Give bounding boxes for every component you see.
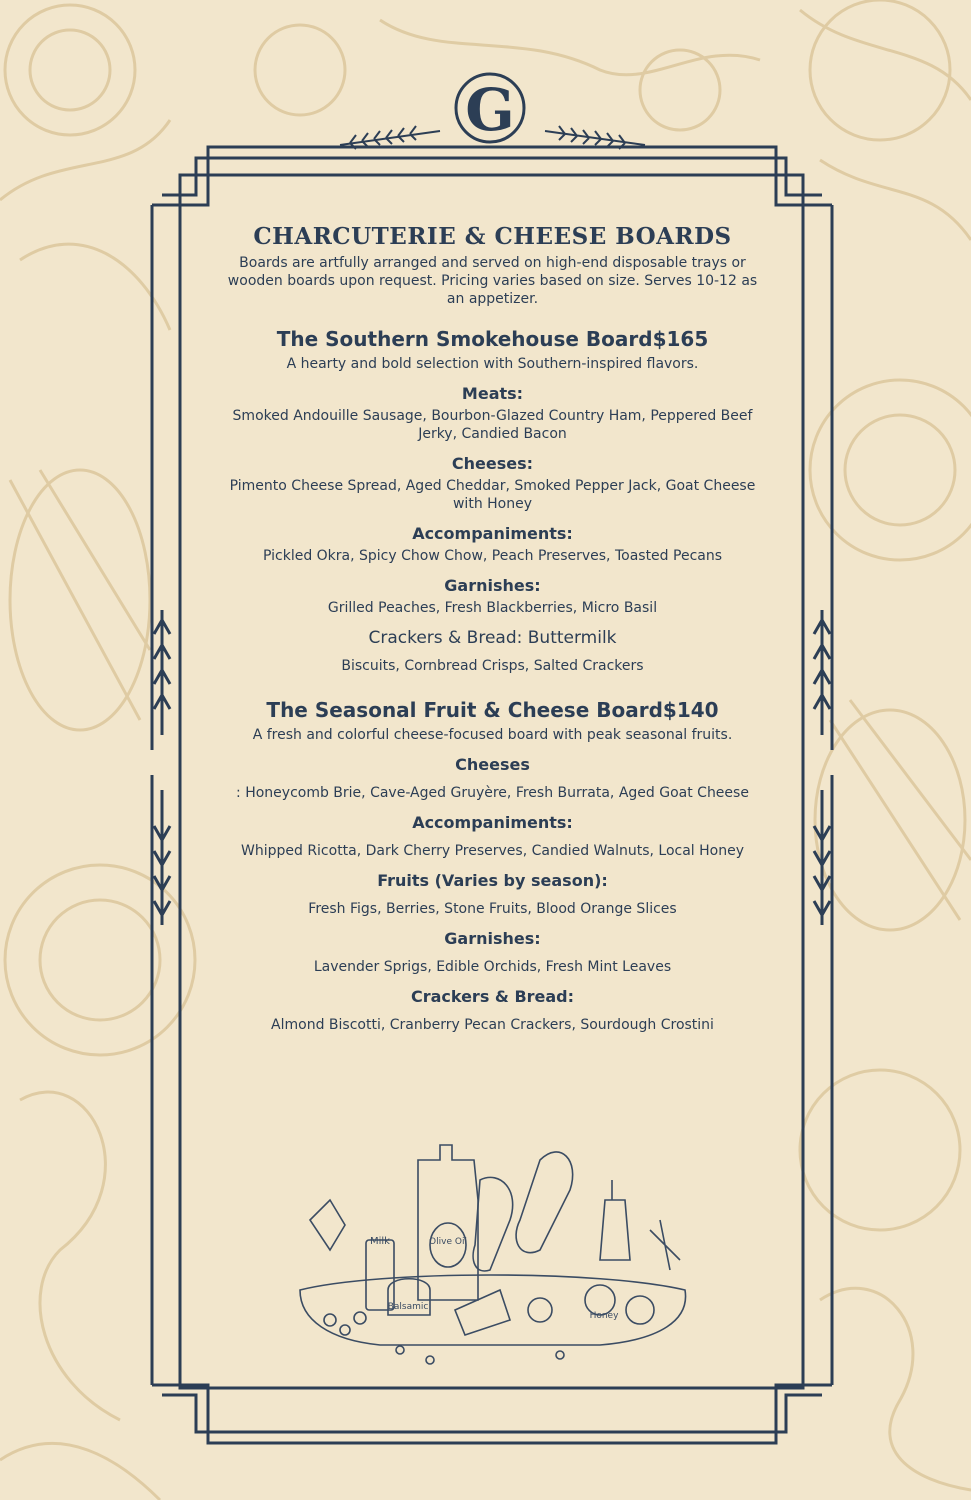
svg-text:Olive Oil: Olive Oil [429, 1237, 467, 1247]
section-heading-meats: Meats: [461, 384, 524, 403]
board-description: A hearty and bold selection with Southern-inspired flavors. [286, 356, 699, 372]
section-heading-fruits: Fruits (Varies by season): [377, 871, 608, 890]
section-heading-accompaniments: Accompaniments: [412, 524, 573, 543]
section-items-garnishes: Lavender Sprigs, Edible Orchids, Fresh Mint Leaves [313, 959, 672, 975]
wine-bottle [600, 1180, 630, 1260]
board-title: The Seasonal Fruit & Cheese Board$140 [266, 698, 719, 722]
section-heading-cheeses: Cheeses: [451, 454, 534, 473]
section-items-fruits: Fresh Figs, Berries, Stone Fruits, Blood Orange Slices [308, 901, 677, 917]
section-heading-crackers-bread: Crackers & Bread: [410, 987, 575, 1006]
svg-text:G: G [465, 76, 515, 144]
section-items-accompaniments: Whipped Ricotta, Dark Cherry Preserves, Candied Walnuts, Local Honey [240, 843, 744, 859]
wheat-ornament-side-right [814, 610, 830, 925]
section-items-meats: Smoked Andouille Sausage, Bourbon-Glazed Country Ham, Peppered Beef Jerky, Candied Bacon [232, 408, 753, 442]
section-heading-accompaniments: Accompaniments: [412, 813, 573, 832]
section-heading-garnishes: Garnishes: [444, 576, 541, 595]
milk-bottle [366, 1240, 394, 1310]
svg-text:Honey: Honey [589, 1311, 619, 1321]
menu-intro: Boards are artfully arranged and served on high-end disposable trays or wooden boards upon request. Pricing varies based on size. Serves 10-12 as an appetizer. [227, 255, 758, 307]
section-items-crackers-bread: Biscuits, Cornbread Crisps, Salted Crackers [341, 658, 644, 674]
baguette [516, 1152, 573, 1253]
cheese-wedge [455, 1290, 510, 1335]
section-items-garnishes: Grilled Peaches, Fresh Blackberries, Micro Basil [327, 600, 658, 616]
section-heading-garnishes: Garnishes: [444, 929, 541, 948]
section-items-cheeses: : Honeycomb Brie, Cave-Aged Gruyère, Fresh Burrata, Aged Goat Cheese [236, 785, 749, 801]
menu-title: CHARCUTERIE & CHEESE BOARDS [253, 223, 732, 250]
section-heading-cheeses: Cheeses [455, 755, 530, 774]
svg-text:Milk: Milk [370, 1236, 390, 1247]
board-title: The Southern Smokehouse Board$165 [276, 327, 709, 351]
section-items-crackers-bread: Almond Biscotti, Cranberry Pecan Crackers, Sourdough Crostini [271, 1017, 714, 1033]
wheat-ornament-side-left [154, 610, 170, 925]
menu-content [215, 222, 770, 1034]
board-seasonal-fruit-cheese [215, 697, 770, 1034]
logo-emblem [456, 74, 524, 144]
food-illustration [300, 1145, 686, 1364]
section-heading-crackers-bread: Crackers & Bread: Buttermilk [368, 628, 617, 648]
board-description: A fresh and colorful cheese-focused board with peak seasonal fruits. [252, 727, 733, 743]
board-southern-smokehouse [215, 326, 770, 675]
section-items-cheeses: Pimento Cheese Spread, Aged Cheddar, Smoked Pepper Jack, Goat Cheese with Honey [229, 478, 756, 512]
svg-text:Balsamic: Balsamic [387, 1302, 429, 1312]
section-items-accompaniments: Pickled Okra, Spicy Chow Chow, Peach Preserves, Toasted Pecans [262, 548, 723, 564]
